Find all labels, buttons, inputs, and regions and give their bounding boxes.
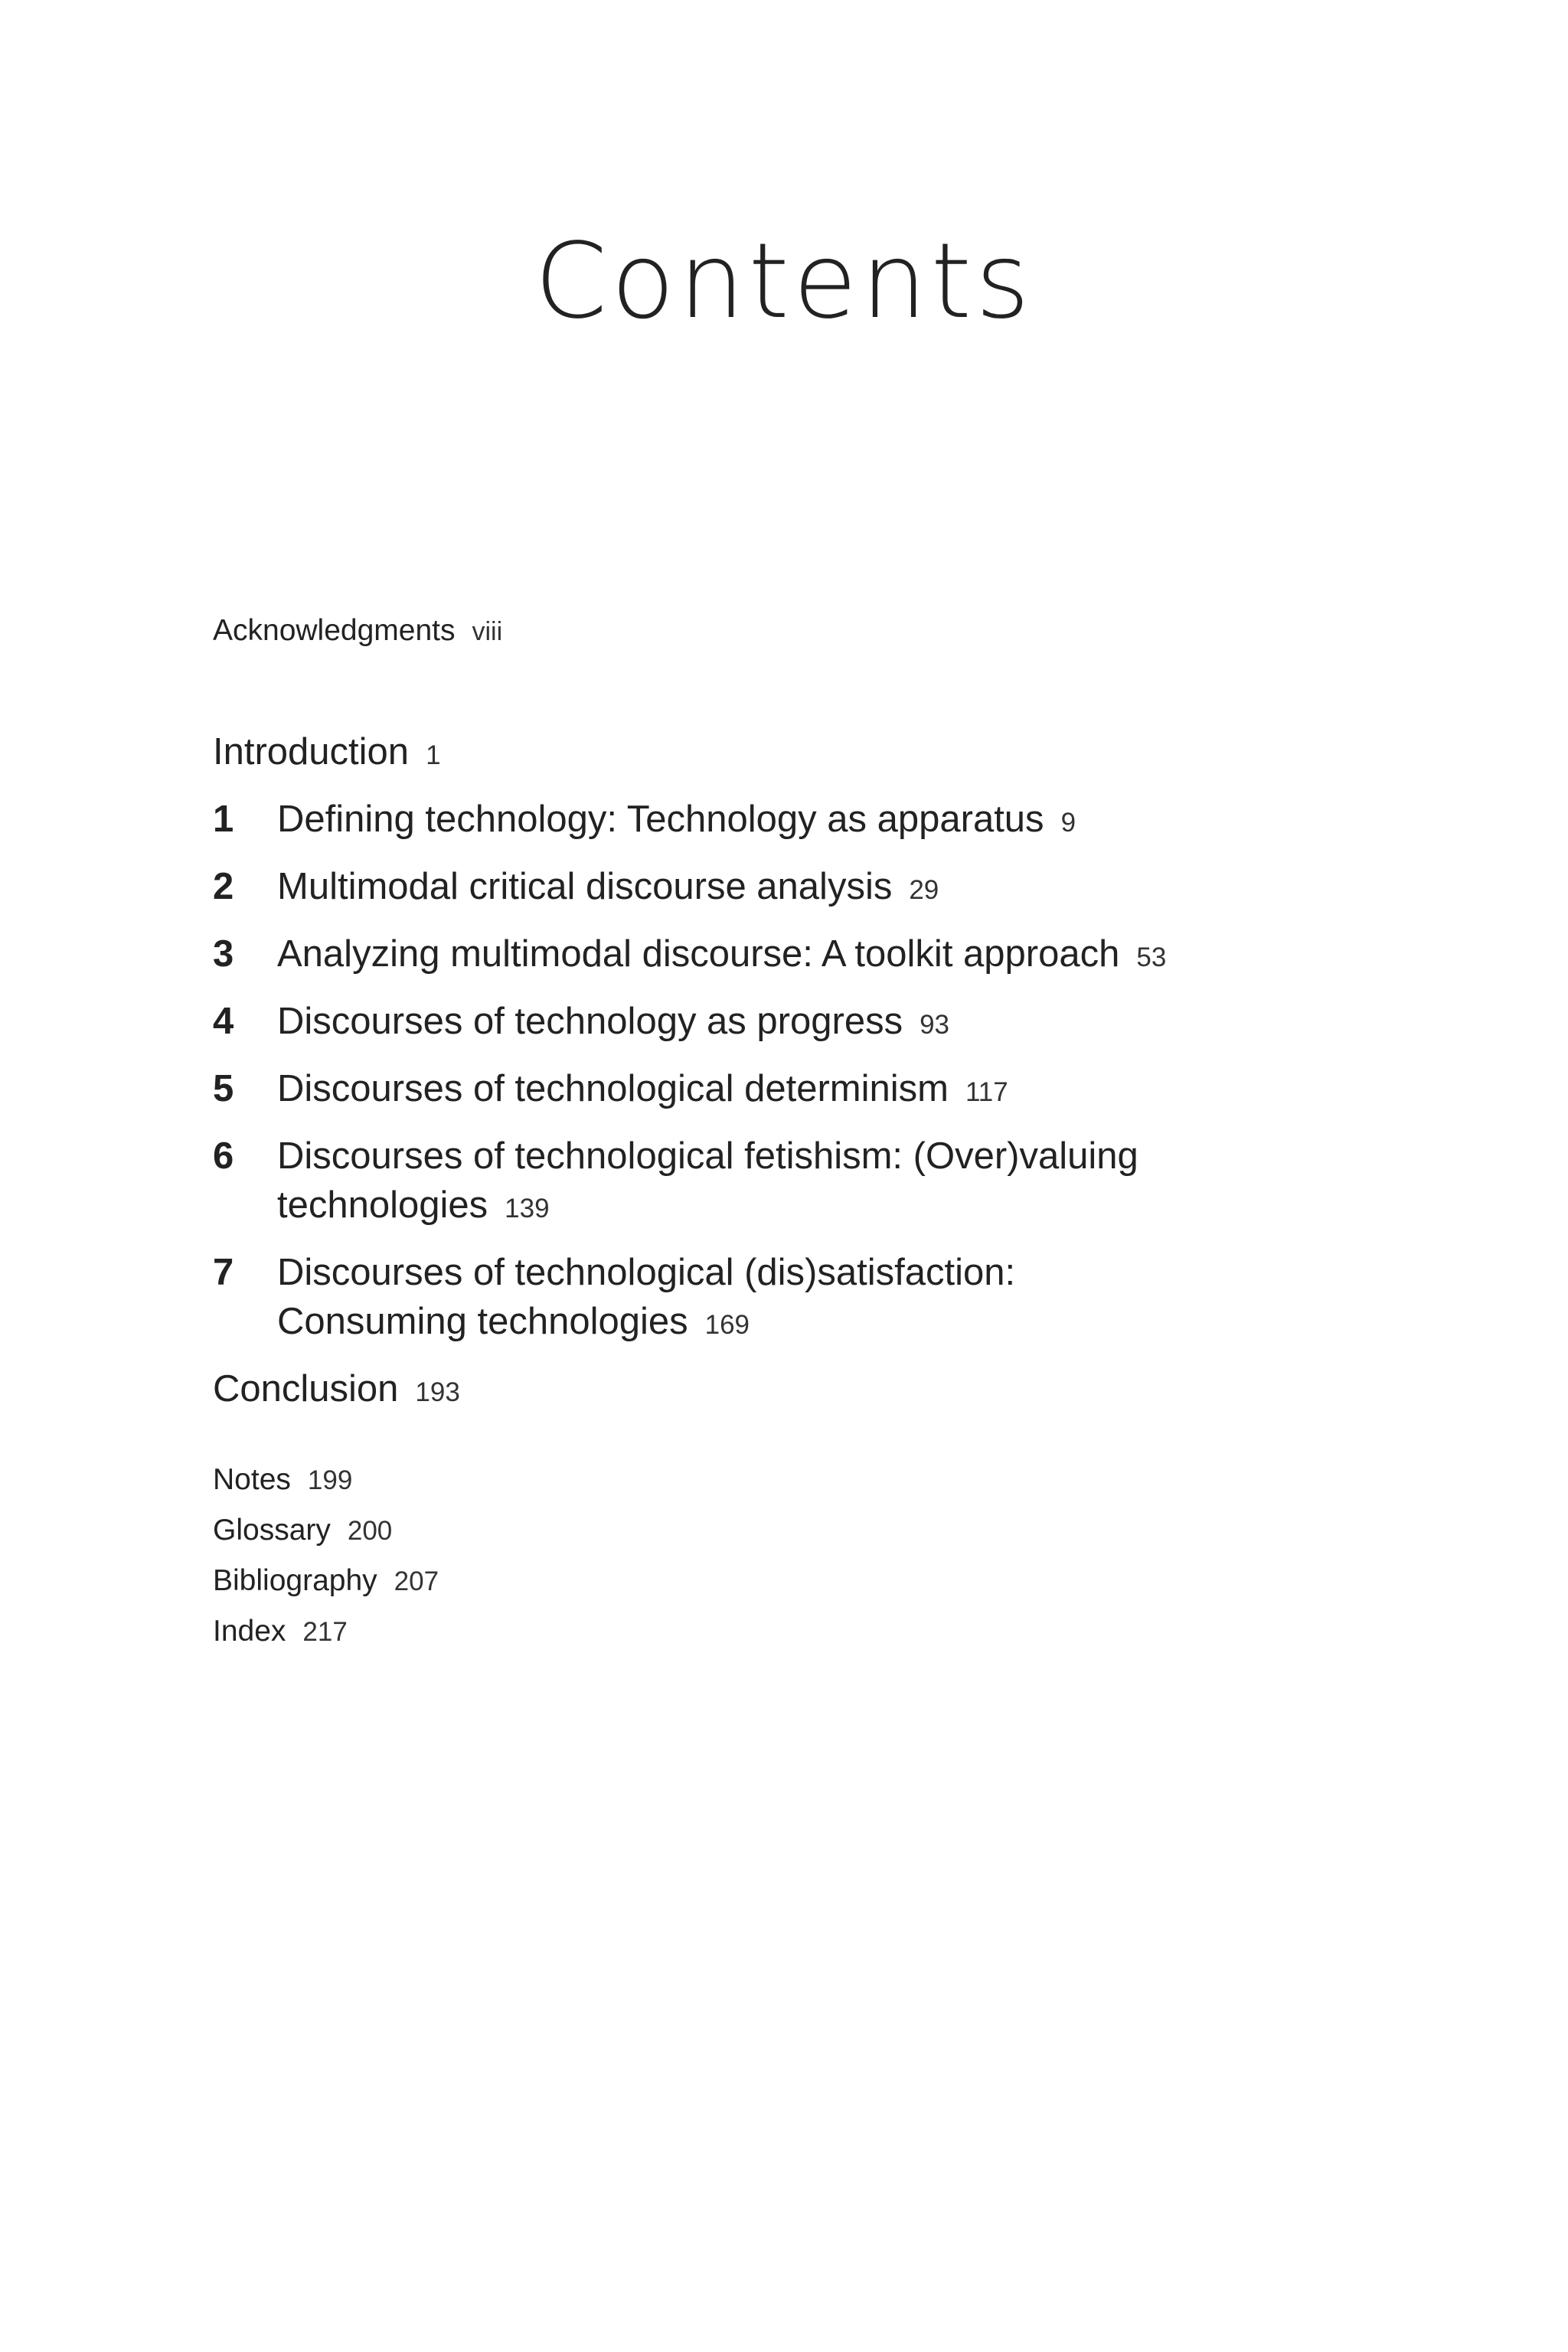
entry-label: Acknowledgments: [213, 614, 456, 647]
chapter-number: 7: [213, 1252, 234, 1293]
chapter-title: Discourses of technological fetishism: (Over)valuing: [277, 1135, 1138, 1177]
chapter-title-continued: Consuming technologies: [277, 1301, 688, 1342]
chapter-title-continued: technologies: [277, 1184, 488, 1226]
toc-entry-chapter-1: [213, 795, 1361, 848]
toc-entry-glossary: [213, 1514, 1361, 1548]
page-number: 169: [704, 1310, 750, 1340]
chapter-title: Discourses of technology as progress: [277, 1001, 903, 1042]
back-matter: [213, 1463, 1361, 1649]
chapter-number: 5: [213, 1068, 234, 1109]
toc-entry-chapter-2: [213, 862, 1361, 915]
toc-entry-acknowledgments: [213, 614, 1361, 681]
page-number: 193: [415, 1377, 460, 1407]
page-number: 199: [307, 1465, 353, 1495]
entry-label: Index: [213, 1615, 286, 1648]
toc-entry-chapter-7: [213, 1248, 1361, 1350]
page-number: 1: [426, 740, 441, 770]
entry-label: Notes: [213, 1463, 291, 1496]
chapter-title: Discourses of technological determinism: [277, 1068, 949, 1109]
page-number: 117: [965, 1077, 1008, 1107]
page-number: 9: [1060, 808, 1076, 838]
toc-entry-chapter-3: [213, 929, 1361, 982]
page-number: 139: [505, 1194, 550, 1223]
page-number: 200: [347, 1516, 393, 1546]
entry-label: Introduction: [213, 731, 410, 773]
toc-entry-conclusion: [213, 1364, 1361, 1417]
page-number: 217: [302, 1617, 348, 1647]
entry-label: Conclusion: [213, 1368, 399, 1410]
chapter-number: 6: [213, 1135, 234, 1177]
toc-entry-notes: [213, 1463, 1361, 1498]
page-number: 93: [920, 1010, 950, 1040]
page-title: Contents: [534, 221, 1034, 342]
toc-entry-chapter-4: [213, 997, 1361, 1050]
chapter-number: 2: [213, 866, 234, 907]
toc-entry-introduction: [213, 727, 1361, 780]
toc-entry-chapter-6: [213, 1132, 1361, 1233]
page-number: 53: [1136, 942, 1167, 972]
chapter-number: 3: [213, 933, 234, 975]
chapter-number: 4: [213, 1001, 234, 1042]
page-number: 207: [394, 1566, 439, 1596]
toc-entry-bibliography: [213, 1564, 1361, 1599]
table-of-contents: [213, 597, 1361, 1665]
entry-label: Bibliography: [213, 1564, 377, 1597]
toc-entry-chapter-5: [213, 1064, 1361, 1117]
toc-entry-index: [213, 1615, 1361, 1649]
chapter-title: Defining technology: Technology as apparatus: [277, 799, 1044, 840]
chapter-title: Multimodal critical discourse analysis: [277, 866, 893, 907]
chapter-number: 1: [213, 799, 234, 840]
chapter-title: Analyzing multimodal discourse: A toolkit approach: [277, 933, 1120, 975]
chapter-title: Discourses of technological (dis)satisfaction:: [277, 1252, 1016, 1293]
entry-label: Glossary: [213, 1514, 331, 1547]
page-number: 29: [909, 875, 939, 905]
page-number: viii: [472, 617, 503, 646]
